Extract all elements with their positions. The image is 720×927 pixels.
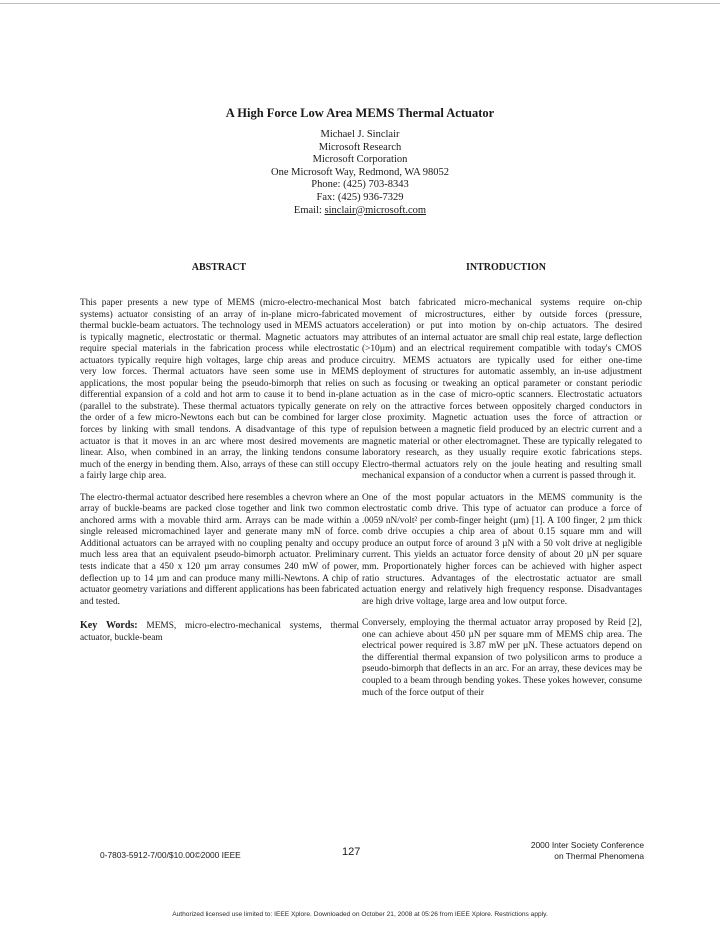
abstract-heading: ABSTRACT	[191, 262, 247, 273]
footer-conference-line-2: on Thermal Phenomena	[554, 850, 644, 861]
paper-title: A High Force Low Area MEMS Thermal Actuator	[225, 106, 495, 120]
introduction-paragraph-3: Conversely, employing the thermal actuator array proposed by Reid [2], one can achieve about 450 µN per square mm of MEMS chip area. The electrical power required is 3.87 mW per µN. These actuators depend on the differential thermal expansion of two polysilicon arms to produce a pseudo-bimorph that deflects in an arc. For an array, these devices may be coupled to a beam through bending yokes. These yokes however, consume much of the force output of their	[362, 618, 642, 698]
keywords-paragraph	[80, 620, 359, 644]
download-notice: Authorized licensed use limited to: IEEE Xplore. Downloaded on October 21, 2008 at 05:26 from IEEE Xplore. Restrictions apply.	[172, 911, 548, 918]
author-phone: Phone: (425) 703-8343	[311, 179, 409, 191]
footer-isbn: 0-7803-5912-7/00/$10.00©2000 IEEE	[100, 850, 241, 860]
footer-conference-line-1: 2000 Inter Society Conference	[530, 840, 644, 850]
author-email-line	[0, 205, 720, 218]
introduction-column	[362, 298, 642, 709]
introduction-paragraph-1: Most batch fabricated micro-mechanical systems require on-chip movement of microstructures, either by outside forces (pressure, acceleration) or put into motion by on-chip actuators. The desired attributes of an internal actuator are small chip real estate, large deflection (>10µm) and an electrical requirement compatible with today's CMOS circuitry. MEMS actuators are typically used for either one-time deployment of structures for automatic assembly, an in-use adjustment such as focusing or tweaking an optical parameter or constant periodic actuation as in the case of micro-optic scanners. Electrostatic actuators rely on the attractive forces between oppositely charged conductors in close proximity. Magnetic actuation uses the force of attraction or repulsion between a magnetic field produced by an electric current and a magnetic material or other electromagnet. These are typically relegated to laboratory research, as they usually require exotic fabrications steps. Electro-thermal actuators rely on the joule heating and resulting small mechanical expansion of a conductor when a current is passed through it.	[362, 298, 642, 482]
footer-conference	[531, 840, 644, 861]
keywords-label: Key Words:	[80, 620, 138, 632]
top-rule	[0, 3, 720, 4]
author-affiliation-2: Microsoft Corporation	[312, 154, 408, 166]
introduction-heading: INTRODUCTION	[465, 262, 546, 273]
introduction-paragraph-2: One of the most popular actuators in the MEMS community is the electrostatic comb drive. This type of actuator can produce a force of .0059 nN/volt² per comb-finger height (µm) [1]. A 100 finger, 2 µm thick comb drive occupies a chip area of about 0.15 square mm and will produce an output force of around 3 µN with a 50 volt drive at negligible current. This yields an actuator force density of about 20 µN per square mm. Proportionately higher forces can be achieved with higher aspect ratio structures. Advantages of the electrostatic actuator are small actuation energy and relatively high frequency response. Disadvantages are high drive voltage, large area and low output force.	[362, 492, 642, 607]
footer-page-number: 127	[342, 846, 361, 858]
author-email-label: Email:	[293, 204, 325, 216]
abstract-paragraph-1: This paper presents a new type of MEMS (micro-electro-mechanical systems) actuator consisting of an array of in-plane micro-fabricated thermal buckle-beam actuators. The technology used in MEMS actuators is typically magnetic, electrostatic or thermal. Magnetic actuators may require special materials in the fabrication process while electrostatic actuators typically require high voltages, large chip areas and produce very low forces. Thermal actuators have seen some use in MEMS applications, the most popular being the pseudo-bimorph that relies on differential expansion of a cold and hot arm to cause it to bend in-plane (parallel to the substrate). These thermal actuators typically generate on the order of a few micro-Newtons each but can be combined for larger forces by linking with small tendons. A disadvantage of this type of actuator is that it moves in an arc where most desired movements are linear. Also, when combined in an array, the linking tendons consume much of the energy in bending them. Also, arrays of these can still occupy a fairly large chip area.	[80, 298, 359, 482]
author-fax: Fax: (425) 936-7329	[316, 191, 404, 203]
keywords-text: MEMS, micro-electro-mechanical systems, thermal actuator, buckle-beam	[80, 621, 359, 643]
author-affiliation-1: Microsoft Research	[318, 141, 402, 153]
author-block	[0, 129, 720, 217]
author-name: Michael J. Sinclair	[320, 129, 400, 140]
author-address: One Microsoft Way, Redmond, WA 98052	[270, 166, 450, 178]
author-email-link[interactable]: sinclair@microsoft.com	[324, 204, 427, 216]
abstract-paragraph-2: The electro-thermal actuator described here resembles a chevron where an array of buckle-beams are packed close together and link two common anchored arms with a movable third arm. Arrays can be made within a single released micromachined layer and generate many mN of force. Additional actuators can be arrayed with no coupling penalty and occupy much less area that an equivalent pseudo-bimorph actuator. Preliminary tests indicate that a 450 x 120 µm array consumes 240 mW of power, deflection up to 14 µm and can produce many milli-Newtons. A chip of actuator geometry variations and different applications has been fabricated and tested.	[80, 492, 359, 607]
abstract-column	[80, 298, 359, 654]
